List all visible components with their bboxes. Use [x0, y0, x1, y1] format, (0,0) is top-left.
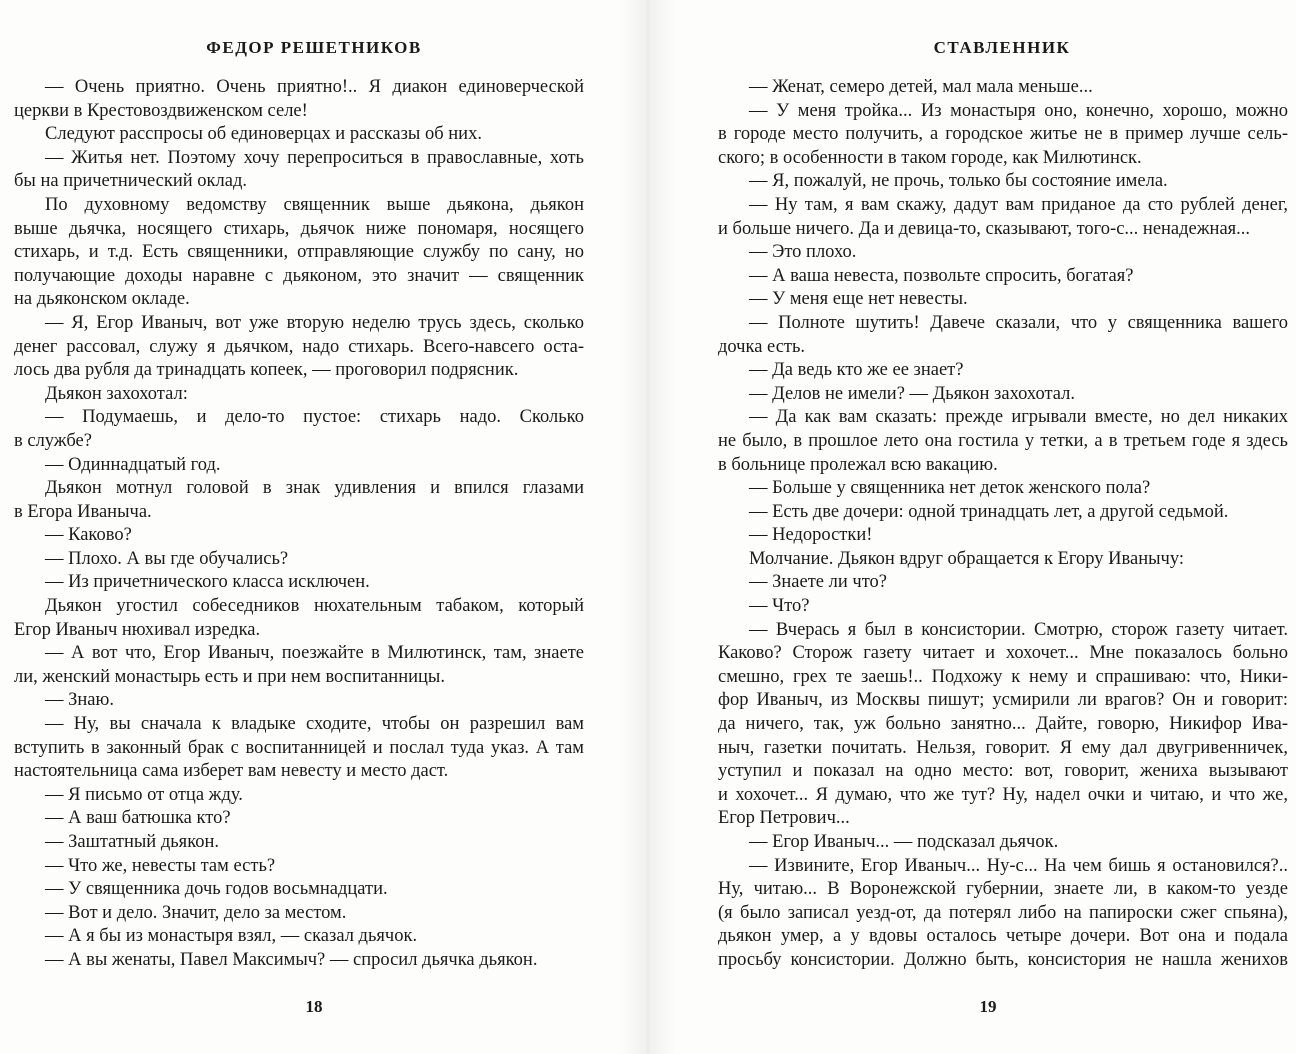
text-line: — Да как вам сказать: прежде игрывали вместе, но дел никаких — [749, 407, 1288, 428]
text-line: уступил и показал на одно место: вот, говорит, жениха вызывают — [718, 761, 1288, 782]
text-line: — Я письмо от отца жду. — [45, 784, 243, 805]
text-line: — Очень приятно. Очень приятно!.. Я диакон единоверческой — [45, 77, 584, 97]
text-line: — Знаете ли что? — [749, 572, 888, 593]
text-line: дьякон умер, а у вдовы осталось четыре дочери. Вот она и подала — [718, 926, 1288, 947]
text-line: — У меня тройка... Из монастыря оно, конечно, хорошо, можно — [749, 100, 1288, 121]
text-line: стихарь, и т.д. Есть священники, отправляющие службу по сану, но — [14, 242, 584, 263]
text-line: просьбу консистории. Должно быть, консистория не нашла женихов — [718, 949, 1288, 970]
text-line: — Одиннадцатый год. — [45, 454, 221, 475]
text-line: — А вот что, Егор Иваныч, поезжайте в Милютинск, там, знаете — [45, 643, 584, 664]
text-line: — Ну там, я вам скажу, дадут вам приданое да сто рублей денег, — [749, 194, 1288, 215]
text-line: дочка есть. — [718, 336, 806, 357]
text-line: да ничего, так, уж больно занятно... Дайте, говорю, Никифор Ива- — [718, 714, 1288, 735]
text-line: получающие доходы наравне с дьяконом, это значит — священник — [14, 265, 584, 286]
text-line: — Вчерась я был в консистории. Смотрю, сторож газету читает. — [749, 619, 1288, 640]
text-line: Следуют расспросы об единоверцах и рассказы об них. — [45, 124, 482, 145]
text-line: в больнице пролежал всю вакацию. — [718, 454, 998, 475]
text-line: и хохочет... Я думаю, что же тут? Ну, надел очки и читаю, и что же, — [718, 784, 1288, 805]
text-line: — Что? — [749, 596, 810, 617]
text-line: Ну, читаю... В Воронежской губернии, знаете ли, в каком-то уезде — [718, 879, 1288, 900]
text-line: не было, в прошлое лето она гостила у тетки, а в третьем годе я здесь — [718, 430, 1288, 451]
left-running-head: ФЕДОР РЕШЕТНИКОВ — [206, 38, 422, 57]
text-line: — Каково? — [45, 525, 132, 546]
text-line: ли, женский монастырь есть и при нем воспитанницы. — [14, 666, 445, 687]
text-line: настоятельница сама изберет вам невесту и место даст. — [14, 761, 449, 782]
text-line: в городе место получить, а городское житье не в пример лучше сель- — [718, 124, 1288, 145]
left-page — [0, 0, 600, 1054]
text-line: — А ваша невеста, позвольте спросить, богатая? — [749, 265, 1134, 286]
text-line: лось два рубля да тринадцать копеек, — проговорил подрясник. — [14, 360, 519, 381]
text-line: в службе? — [14, 430, 92, 451]
text-line: Егор Иваныч нюхивал изредка. — [14, 619, 261, 640]
text-line: — Плохо. А вы где обучались? — [45, 548, 289, 569]
text-line: Молчание. Дьякон вдруг обращается к Егору Иванычу: — [749, 548, 1185, 569]
text-line: — Извините, Егор Иваныч... Ну-с... На чем бишь я остановился?.. — [749, 855, 1288, 876]
text-line: — Да ведь кто же ее знает? — [749, 360, 964, 381]
text-line: — Вот и дело. Значит, дело за местом. — [45, 902, 347, 923]
text-line: (я было записал уезд-от, да потерял либо на папироски сжег спьяна), — [718, 902, 1288, 923]
text-line: Егор Петрович... — [718, 808, 850, 829]
book-gutter — [620, 0, 676, 1054]
text-line: церкви в Крестовоздвиженском селе! — [14, 100, 308, 121]
text-line: денег рассовал, служу я дьячком, надо стихарь. Всего-навсего оста- — [14, 336, 584, 357]
text-line: в Егора Иваныча. — [14, 501, 152, 522]
text-line: смешно, грех те заешь!.. Подхожу к нему и спрашиваю: что, Ники- — [718, 666, 1288, 687]
text-line: ского; в особенности в таком городе, как Милютинск. — [718, 147, 1142, 168]
text-line: — У меня еще нет невесты. — [749, 289, 968, 310]
text-line: — А вы женаты, Павел Максимыч? — спросил дьячка дьякон. — [45, 949, 538, 970]
text-line: — Я, пожалуй, не прочь, только бы состояние имела. — [749, 171, 1168, 192]
text-line: — Ну, вы сначала к владыке сходите, чтобы он разрешил вам — [45, 714, 584, 735]
text-line: — Подумаешь, и дело-то пустое: стихарь надо. Сколько — [45, 407, 584, 428]
text-line: — Что же, невесты там есть? — [45, 855, 276, 876]
right-page-number: 19 — [979, 997, 997, 1016]
text-line: — Это плохо. — [749, 242, 857, 263]
text-line: — Знаю. — [45, 690, 114, 711]
text-line: бы на причетнический оклад. — [14, 171, 247, 192]
text-line: и больше ничего. Да и девица-то, сказывают, того-с... ненадежная... — [718, 218, 1251, 239]
text-line: — Делов не имели? — Дьякон захохотал. — [749, 383, 1076, 404]
right-page — [688, 0, 1288, 1054]
text-line: — Я, Егор Иваныч, вот уже вторую неделю трусь здесь, сколько — [45, 312, 584, 333]
text-line: — Полноте шутить! Давече сказали, что у священника вашего — [749, 312, 1288, 333]
text-line: — Заштатный дьякон. — [45, 832, 220, 852]
text-line: Каково? Сторож газету читает и хохочет... Мне показалось больно — [718, 643, 1288, 664]
text-line: — А я бы из монастыря взял, — сказал дьячок. — [45, 926, 418, 947]
text-line: По духовному ведомству священник выше дьякона, дьякон — [45, 194, 584, 215]
right-body-text — [718, 76, 1288, 973]
left-page-number: 18 — [305, 997, 323, 1016]
text-line: ныч, газетки почитать. Нельзя, говорит. Я ему дал двугривенничек, — [718, 737, 1288, 758]
text-line: — Житья нет. Поэтому хочу перепроситься в православные, хоть — [45, 147, 584, 168]
text-line: — Недоростки! — [749, 525, 873, 546]
text-line: на дьяконском окладе. — [14, 289, 190, 310]
text-line: — Есть две дочери: одной тринадцать лет, а другой седьмой. — [749, 501, 1229, 522]
text-line: — Егор Иваныч... — подсказал дьячок. — [749, 832, 1059, 852]
text-line: Дьякон захохотал: — [45, 383, 188, 404]
text-line: — У священника дочь годов восьмнадцати. — [45, 879, 388, 900]
right-running-head: СТАВЛЕННИК — [933, 38, 1071, 57]
text-line: Дьякон мотнул головой в знак удивления и впился глазами — [45, 478, 584, 499]
left-body-text — [14, 76, 584, 973]
text-line: выше дьячка, носящего стихарь, дьячок ниже пономаря, носящего — [14, 218, 584, 239]
text-line: — Из причетнического класса исключен. — [45, 572, 370, 593]
text-line: — А ваш батюшка кто? — [45, 808, 231, 829]
text-line: Дьякон угостил собеседников нюхательным табаком, который — [45, 596, 584, 617]
text-line: фор Иваныч, из Москвы пишут; усмирили ли врагов? Он и говорит: — [718, 690, 1288, 711]
text-line: вступить в законный брак с воспитанницей и послал туда указ. А там — [14, 737, 584, 758]
text-line: — Женат, семеро детей, мал мала меньше... — [749, 77, 1093, 97]
text-line: — Больше у священника нет деток женского пола? — [749, 478, 1151, 499]
